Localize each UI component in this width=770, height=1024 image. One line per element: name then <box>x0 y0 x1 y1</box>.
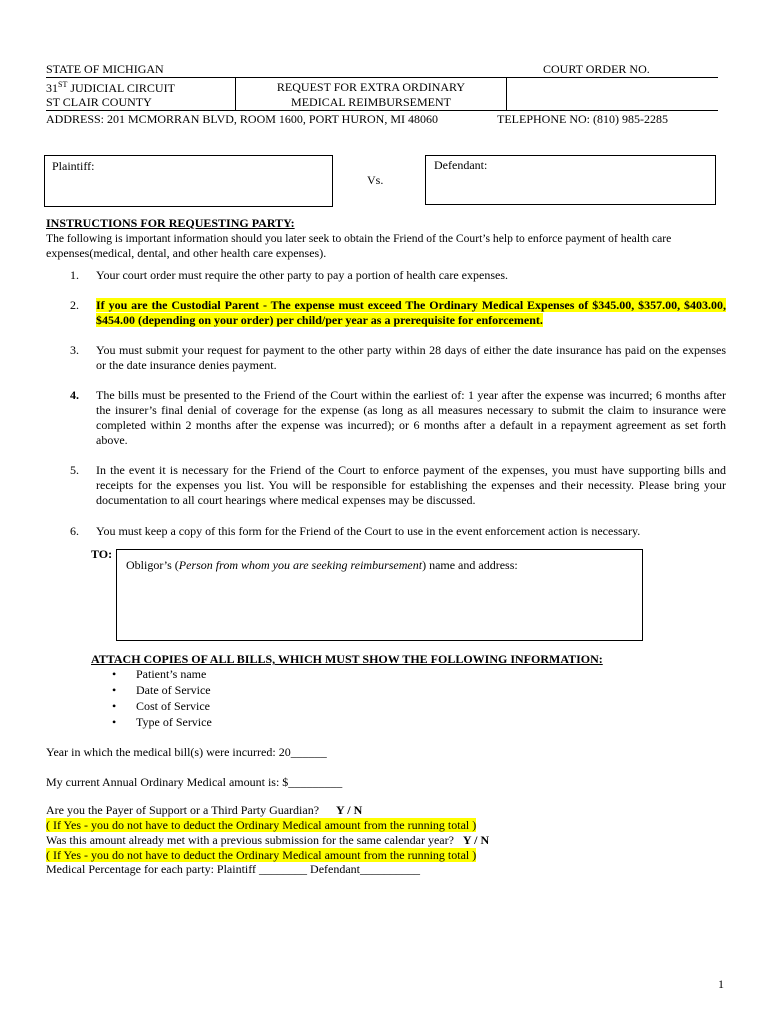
previous-submission-question <box>46 833 489 848</box>
annual-ordinary-field[interactable]: My current Annual Ordinary Medical amount is: $_________ <box>46 775 343 789</box>
plaintiff-label: Plaintiff: <box>52 159 95 173</box>
bullet-text: Date of Service <box>136 683 211 697</box>
header-rule-top <box>46 77 718 78</box>
circuit-label <box>46 80 175 96</box>
item-text: You must keep a copy of this form for the Friend of the Court to use in the event enforcement action is necessary. <box>96 524 641 538</box>
instructions-heading: INSTRUCTIONS FOR REQUESTING PARTY: <box>46 216 295 230</box>
bullet-icon: • <box>112 715 117 729</box>
header-divider-right <box>506 77 507 111</box>
county-label: ST CLAIR COUNTY <box>46 95 152 109</box>
item-text-highlighted: If you are the Custodial Parent - The expense must exceed The Ordinary Medical Expenses of $345.00, $357.00, $403.00, $454.00 (depending on your order) per child/per year as a prerequisite for enforcement. <box>96 298 726 327</box>
page-number: 1 <box>718 977 724 991</box>
obligor-suffix: ) name and address: <box>422 558 518 572</box>
form-title-line2: MEDICAL REIMBURSEMENT <box>291 95 451 109</box>
item-number: 5. <box>70 463 79 477</box>
item-text: In the event it is necessary for the Friend of the Court to enforce payment of the expenses, you must have supporting bills and receipts for the expenses you list. You will be responsible for establishing the expenses and their necessity. Please bring your documentation to all court hearings where medical expenses may be discussed. <box>96 463 726 507</box>
previous-note: ( If Yes - you do not have to deduct the Ordinary Medical amount from the running total ) <box>46 848 477 862</box>
defendant-box[interactable] <box>425 155 716 205</box>
defendant-label: Defendant: <box>434 158 488 172</box>
year-incurred-field[interactable]: Year in which the medical bill(s) were incurred: 20______ <box>46 745 327 759</box>
obligor-box[interactable] <box>116 549 643 641</box>
bullet-text: Type of Service <box>136 715 212 729</box>
item-number: 4. <box>70 388 79 402</box>
attach-heading: ATTACH COPIES OF ALL BILLS, WHICH MUST SHOW THE FOLLOWING INFORMATION: <box>91 652 603 666</box>
item-text: The bills must be presented to the Friend of the Court within the earliest of: 1 year after the expense was incurred; 6 months after the insurer’s final denial of coverage for the expense (as long as all measures necessary to submit the claim to insurance were completed within 2 months after the expense was incurred); or 6 months after a default in a repayment agreement as set forth above. <box>96 388 726 447</box>
medical-percentage-field[interactable]: Medical Percentage for each party: Plaintiff ________ Defendant__________ <box>46 862 420 876</box>
previous-question-text: Was this amount already met with a previous submission for the same calendar year? <box>46 833 454 847</box>
address-line: ADDRESS: 201 MCMORRAN BLVD, ROOM 1600, PORT HURON, MI 48060 <box>46 112 439 126</box>
item-number: 6. <box>70 524 79 538</box>
item-number: 3. <box>70 343 79 357</box>
vs-label: Vs. <box>367 173 384 187</box>
header-rule-bottom <box>46 110 718 111</box>
payer-question-text: Are you the Payer of Support or a Third Party Guardian? <box>46 803 320 817</box>
to-label: TO: <box>91 547 113 561</box>
item-text: You must submit your request for payment to the other party within 28 days of either the date insurance has paid on the expenses or the date insurance denies payment. <box>96 343 726 372</box>
item-number: 1. <box>70 268 79 282</box>
bullet-icon: • <box>112 667 117 681</box>
obligor-italic: Person from whom you are seeking reimbursement <box>178 558 423 572</box>
form-title-line1: REQUEST FOR EXTRA ORDINARY <box>276 80 466 94</box>
payer-yes-no[interactable]: Y / N <box>336 803 363 817</box>
circuit-rest: JUDICIAL CIRCUIT <box>67 81 175 95</box>
previous-yes-no[interactable]: Y / N <box>462 833 490 847</box>
plaintiff-box[interactable] <box>44 155 333 207</box>
court-order-label: COURT ORDER NO. <box>543 62 650 76</box>
payer-question <box>46 803 362 818</box>
payer-note: ( If Yes - you do not have to deduct the Ordinary Medical amount from the running total ) <box>46 818 477 832</box>
item-text: Your court order must require the other party to pay a portion of health care expenses. <box>96 268 508 282</box>
telephone-line: TELEPHONE NO: (810) 985-2285 <box>497 112 668 126</box>
bullet-text: Cost of Service <box>136 699 210 713</box>
circuit-superscript: ST <box>58 80 68 89</box>
item-number: 2. <box>70 298 79 312</box>
obligor-prefix: Obligor’s ( <box>126 558 179 572</box>
bullet-icon: • <box>112 699 117 713</box>
circuit-number: 31 <box>46 81 58 95</box>
instructions-intro-line2: expenses(medical, dental, and other health care expenses). <box>46 246 327 260</box>
obligor-label <box>126 558 518 573</box>
bullet-text: Patient’s name <box>136 667 207 681</box>
instructions-intro-line1: The following is important information should you later seek to obtain the Friend of the Court’s help to enforce payment of health care <box>46 232 672 245</box>
state-label: STATE OF MICHIGAN <box>46 62 164 76</box>
bullet-icon: • <box>112 683 117 697</box>
